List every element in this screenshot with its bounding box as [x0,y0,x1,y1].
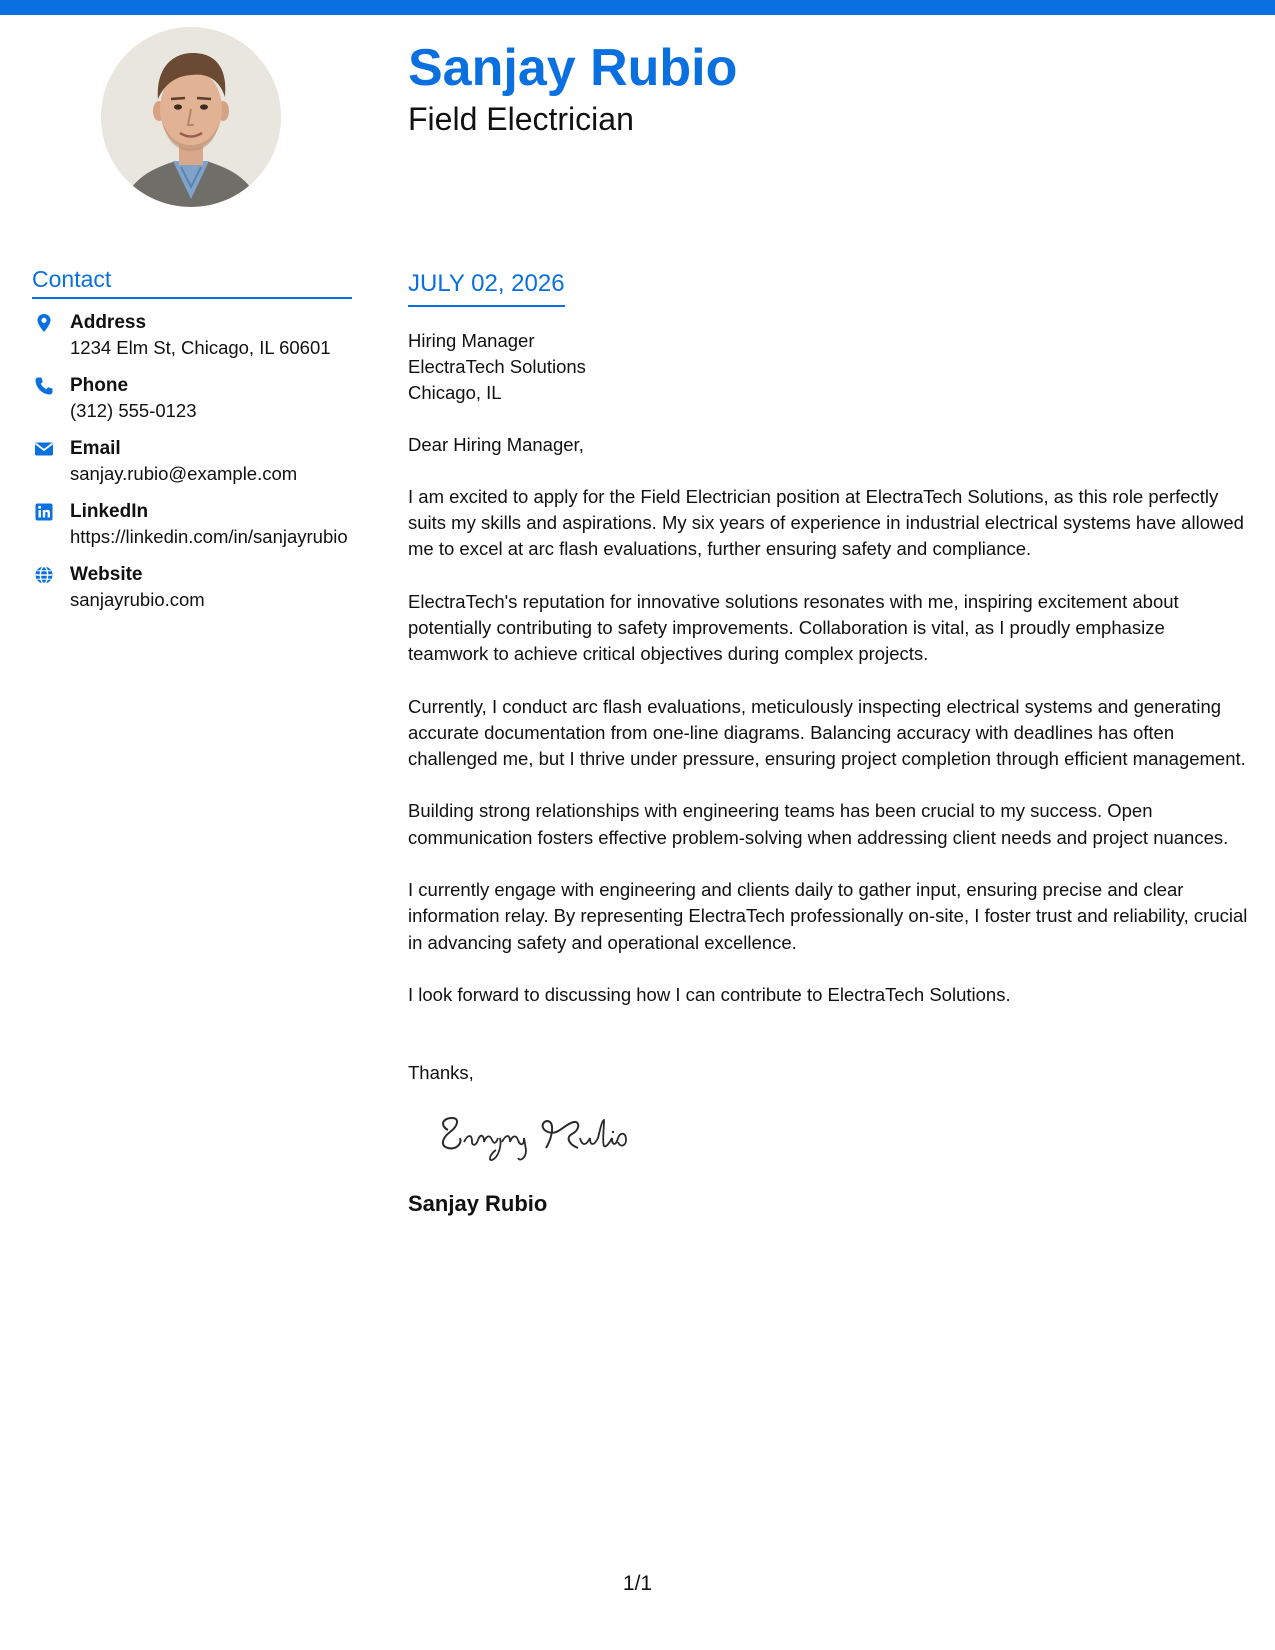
linkedin-icon [34,502,54,522]
contact-item-email [32,437,352,486]
website-label: Website [70,563,143,585]
phone-icon [34,376,54,396]
closing: Thanks, [408,1062,474,1084]
contact-sidebar [32,266,352,626]
letter-paragraph: I am excited to apply for the Field Electrician position at ElectraTech Solutions, as this role perfectly suits my skills and aspirations. My six years of experience in industrial electrical systems have allowed me to excel at arc flash evaluations, further ensuring safety and compliance. [408,485,1244,560]
applicant-job-title: Field Electrician [408,101,634,137]
linkedin-value[interactable]: https://linkedin.com/in/sanjayrubio [70,525,348,547]
globe-icon [34,565,54,585]
letter-paragraph: Building strong relationships with engineering teams has been crucial to my success. Open communication fosters effective problem-solving when addressing client needs and project nuances. [408,800,1229,848]
recipient-line: Hiring Manager [408,329,535,351]
phone-value: (312) 555-0123 [70,399,197,421]
email-label: Email [70,437,121,459]
map-pin-icon [34,313,54,333]
contact-item-phone [32,374,352,423]
address-value: 1234 Elm St, Chicago, IL 60601 [70,336,331,358]
page-number: 1/1 [622,1572,653,1595]
handwritten-signature [434,1106,674,1166]
contact-list [32,311,352,612]
recipient-block [408,328,1248,406]
profile-photo [101,27,281,207]
letter-paragraph: I currently engage with engineering and clients daily to gather input, ensuring precise and clear information relay. By representing ElectraTech professionally on-site, I foster trust and reliability, crucial in advancing safety and operational excellence. [408,879,1248,953]
website-value[interactable]: sanjayrubio.com [70,588,205,610]
contact-item-address [32,311,352,360]
salutation: Dear Hiring Manager, [408,433,584,455]
letter-paragraph: Currently, I conduct arc flash evaluations, meticulously inspecting electrical systems and generating accurate documentation from one-line diagrams. Balancing accuracy with deadlines has often challenged me, but I thrive under pressure, ensuring project completion through efficient management. [408,695,1246,770]
email-icon [34,439,54,459]
letter-date: JULY 02, 2026 [408,270,565,307]
cover-letter-body [408,270,1248,1218]
applicant-name: Sanjay Rubio [408,39,738,97]
linkedin-label: LinkedIn [70,500,149,522]
recipient-line: Chicago, IL [408,381,502,403]
contact-heading: Contact [32,266,352,299]
avatar [101,27,281,207]
signer-name: Sanjay Rubio [408,1191,548,1217]
phone-label: Phone [70,374,129,396]
recipient-line: ElectraTech Solutions [408,355,586,377]
top-accent-bar [0,0,1275,15]
address-label: Address [70,311,147,333]
letter-paragraph: ElectraTech's reputation for innovative solutions resonates with me, inspiring excitement about potentially contributing to safety improvements. Collaboration is vital, as I proudly emphasize teamwork to achieve critical objectives during complex projects. [408,590,1179,665]
contact-item-website [32,563,352,612]
letter-paragraph: I look forward to discussing how I can contribute to ElectraTech Solutions. [408,983,1011,1005]
contact-item-linkedin [32,500,352,549]
email-value: sanjay.rubio@example.com [70,462,298,484]
